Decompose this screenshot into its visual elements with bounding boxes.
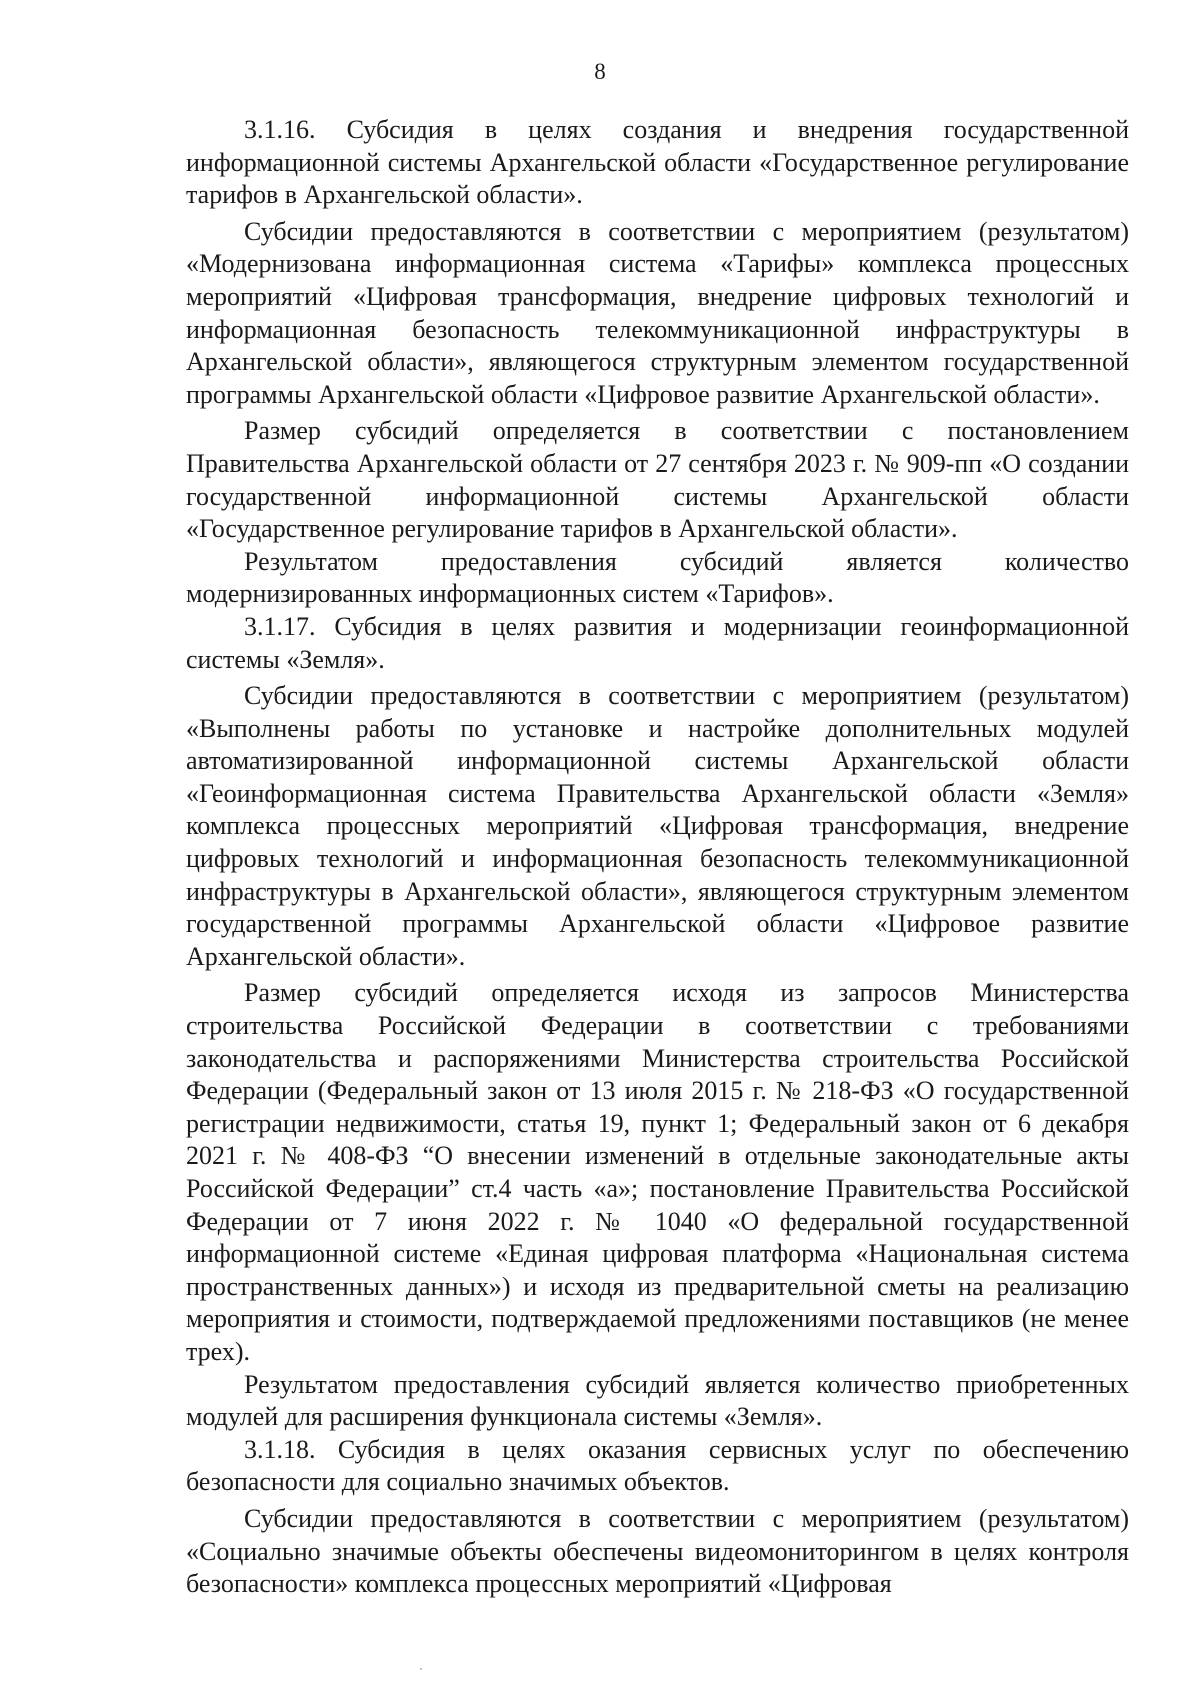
paragraph-3-1-18-heading: 3.1.18. Субсидия в целях оказания сервисных услуг по обеспечению безопасности для социально значимых объектов. [186, 1434, 1129, 1497]
document-body [186, 114, 1129, 1601]
paragraph-subsidy-result: Результатом предоставления субсидий является количество приобретенных модулей для расширения функционала системы «Земля». [186, 1369, 1129, 1432]
paragraph-subsidy-basis: Субсидии предоставляются в соответствии с мероприятием (результатом) «Социально значимые объекты обеспечены видеомониторингом в целях контроля безопасности» комплекса процессных мероприятий «Цифровая [186, 1503, 1129, 1599]
scan-artifact [420, 1668, 422, 1670]
paragraph-subsidy-amount: Размер субсидий определяется в соответствии с постановлением Правительства Архангельской области от 27 сентября 2023 г. № 909-пп «О создании государственной информационной системы Архангельской области «Государственное регулирование тарифов в Архангельской области». [186, 416, 1129, 544]
paragraph-subsidy-amount: Размер субсидий определяется исходя из запросов Министерства строительства Российской Федерации в соответствии с требованиями законодательства и распоряжениями Министерства строительства Российской Федерации (Федеральный закон от 13 июля 2015 г. № 218-ФЗ «О государственной регистрации недвижимости, статья 19, пункт 1; Федеральный закон от 6 декабря 2021 г. № 408-ФЗ “О внесении изменений в отдельные законодательные акты Российской Федерации” ст.4 часть «а»; постановление Правительства Российской Федерации от 7 июня 2022 г. № 1040 «О федеральной государственной информационной системе «Единая цифровая платформа «Национальная система пространственных данных») и исходя из предварительной сметы на реализацию мероприятия и стоимости, подтверждаемой предложениями поставщиков (не менее трех). [186, 978, 1129, 1366]
paragraph-subsidy-basis: Субсидии предоставляются в соответствии с мероприятием (результатом) «Модернизована информационная система «Тарифы» комплекса процессных мероприятий «Цифровая трансформация, внедрение цифровых технологий и информационная безопасность телекоммуникационной инфраструктуры в Архангельской области», являющегося структурным элементом государственной программы Архангельской области «Цифровое развитие Архангельской области». [186, 216, 1129, 409]
paragraph-3-1-17-heading: 3.1.17. Субсидия в целях развития и модернизации геоинформационной системы «Земля». [186, 611, 1129, 674]
paragraph-subsidy-basis: Субсидии предоставляются в соответствии с мероприятием (результатом) «Выполнены работы по установке и настройке дополнительных модулей автоматизированной информационной системы Архангельской области «Геоинформационная система Правительства Архангельской области «Земля» комплекса процессных мероприятий «Цифровая трансформация, внедрение цифровых технологий и информационная безопасность телекоммуникационной инфраструктуры в Архангельской области», являющегося структурным элементом государственной программы Архангельской области «Цифровое развитие Архангельской области». [186, 681, 1129, 971]
paragraph-3-1-16-heading: 3.1.16. Субсидия в целях создания и внедрения государственной информационной системы Архангельской области «Государственное регулирование тарифов в Архангельской области». [186, 115, 1129, 210]
page-number: 8 [594, 59, 606, 84]
paragraph-subsidy-result: Результатом предоставления субсидий является количество модернизированных информационных систем «Тарифов». [186, 546, 1129, 609]
